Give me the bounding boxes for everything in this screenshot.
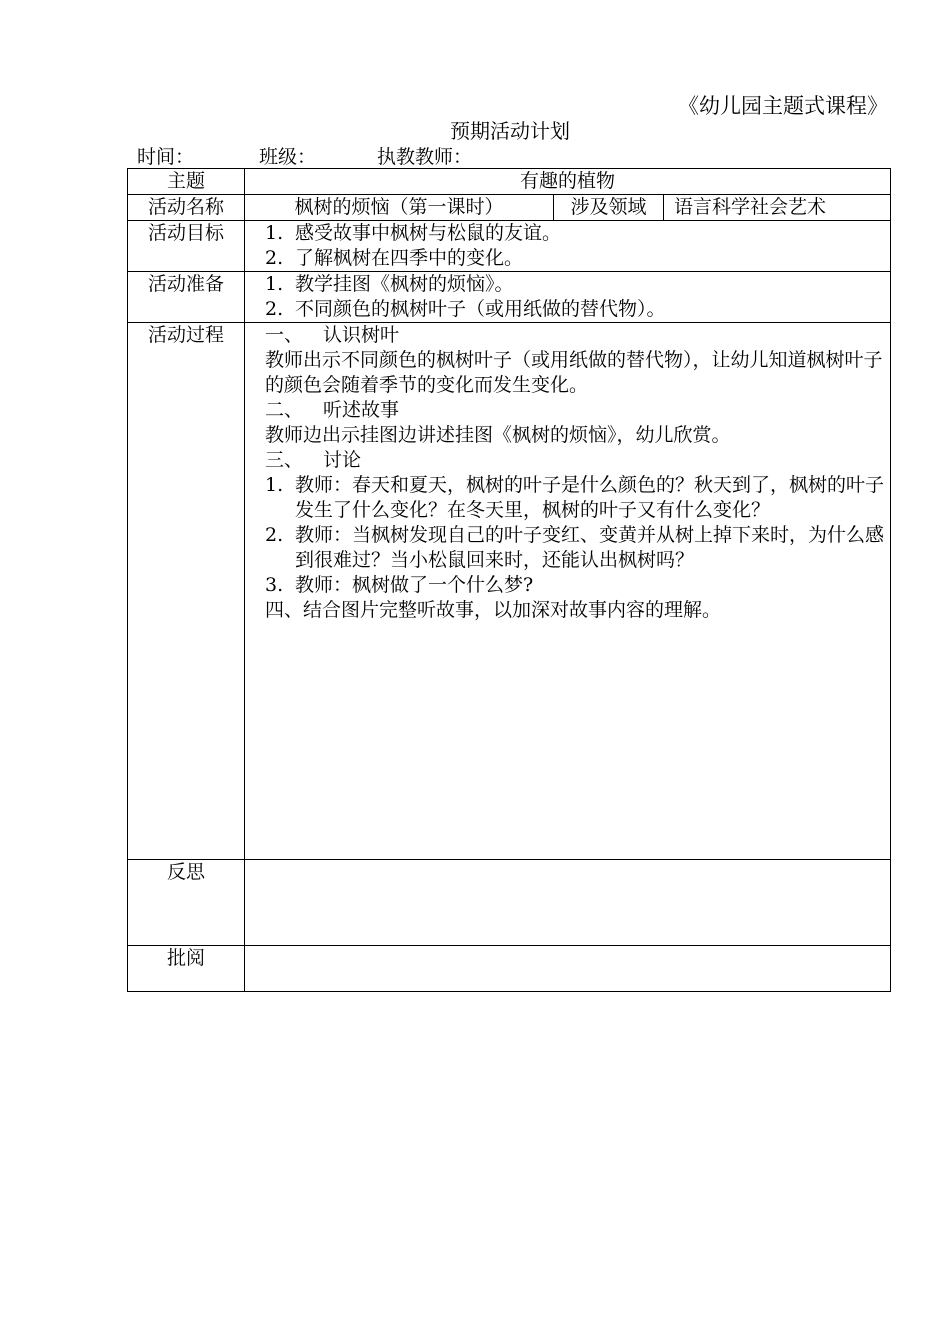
section-num: 二、	[265, 399, 304, 421]
plan-table	[127, 168, 891, 992]
prep-num: 1.	[265, 273, 284, 295]
prep-item	[265, 272, 884, 297]
review-row	[128, 946, 891, 992]
section-num: 一、	[265, 324, 304, 346]
activity-name-cell	[245, 195, 891, 221]
goal-label: 活动目标	[128, 221, 245, 272]
section-heading	[265, 398, 884, 423]
goal-item	[265, 246, 884, 271]
process-label: 活动过程	[128, 323, 245, 860]
reflection-cell	[245, 860, 891, 946]
goal-num: 1.	[265, 222, 284, 244]
goal-row	[128, 221, 891, 272]
prep-row	[128, 272, 891, 323]
section-text: 教师边出示挂图边讲述挂图《枫树的烦恼》，幼儿欣赏。	[265, 424, 731, 446]
prep-label: 活动准备	[128, 272, 245, 323]
domain-label: 涉及领域	[554, 195, 664, 220]
activity-name-value: 枫树的烦恼（第一课时）	[245, 195, 554, 220]
section-text: 教师出示不同颜色的枫树叶子（或用纸做的替代物），让幼儿知道枫树叶子的颜色会随着季节的变化而发生变化。	[265, 349, 883, 396]
prep-text: 教学挂图《枫树的烦恼》。	[295, 273, 514, 295]
section-num: 三、	[265, 449, 304, 471]
prep-list	[245, 272, 891, 323]
goal-text: 感受故事中枫树与松鼠的友谊。	[295, 222, 562, 244]
prep-item	[265, 297, 884, 322]
section-title: 认识树叶	[323, 324, 400, 346]
review-label: 批阅	[128, 946, 245, 992]
goal-num: 2.	[265, 247, 284, 269]
section-text: 四、结合图片完整听故事，以加深对故事内容的理解。	[265, 599, 722, 621]
reflection-label: 反思	[128, 860, 245, 946]
theme-label: 主题	[128, 169, 245, 195]
question-text: 教师：枫树做了一个什么梦?	[295, 574, 534, 596]
question-text: 教师：当枫树发现自己的叶子变红、变黄并从树上掉下来时，为什么感到很难过？当小松鼠回来时，还能认出枫树吗？	[295, 524, 885, 571]
question-num: 2.	[265, 524, 284, 546]
question-num: 1.	[265, 474, 284, 496]
class-label: 班级：	[259, 146, 317, 168]
question-item	[265, 473, 884, 523]
plan-title: 预期活动计划	[450, 119, 570, 143]
section-heading	[265, 323, 884, 348]
question-item	[265, 523, 884, 573]
goal-text: 了解枫树在四季中的变化。	[295, 247, 524, 269]
review-cell	[245, 946, 891, 992]
domain-value: 语言科学社会艺术	[674, 196, 827, 218]
time-label: 时间：	[137, 146, 195, 168]
activity-name-label: 活动名称	[128, 195, 245, 221]
question-num: 3.	[265, 574, 284, 596]
process-row	[128, 323, 891, 860]
document-title: 《幼儿园主题式课程》	[678, 94, 888, 118]
prep-text: 不同颜色的枫树叶子（或用纸做的替代物）。	[295, 298, 666, 320]
goal-list	[245, 221, 891, 272]
process-content	[245, 323, 891, 860]
section-title: 听述故事	[323, 399, 400, 421]
teacher-label: 执教教师：	[377, 146, 473, 168]
theme-row	[128, 169, 891, 195]
meta-row	[137, 145, 472, 169]
question-item	[265, 573, 884, 598]
prep-num: 2.	[265, 298, 284, 320]
question-text: 教师：春天和夏天，枫树的叶子是什么颜色的？秋天到了，枫树的叶子发生了什么变化？在冬天里，枫树的叶子又有什么变化？	[295, 474, 885, 521]
section-title: 讨论	[323, 449, 362, 471]
activity-name-row	[128, 195, 891, 221]
goal-item	[265, 221, 884, 246]
theme-value: 有趣的植物	[245, 169, 891, 195]
section-heading	[265, 448, 884, 473]
reflection-row	[128, 860, 891, 946]
